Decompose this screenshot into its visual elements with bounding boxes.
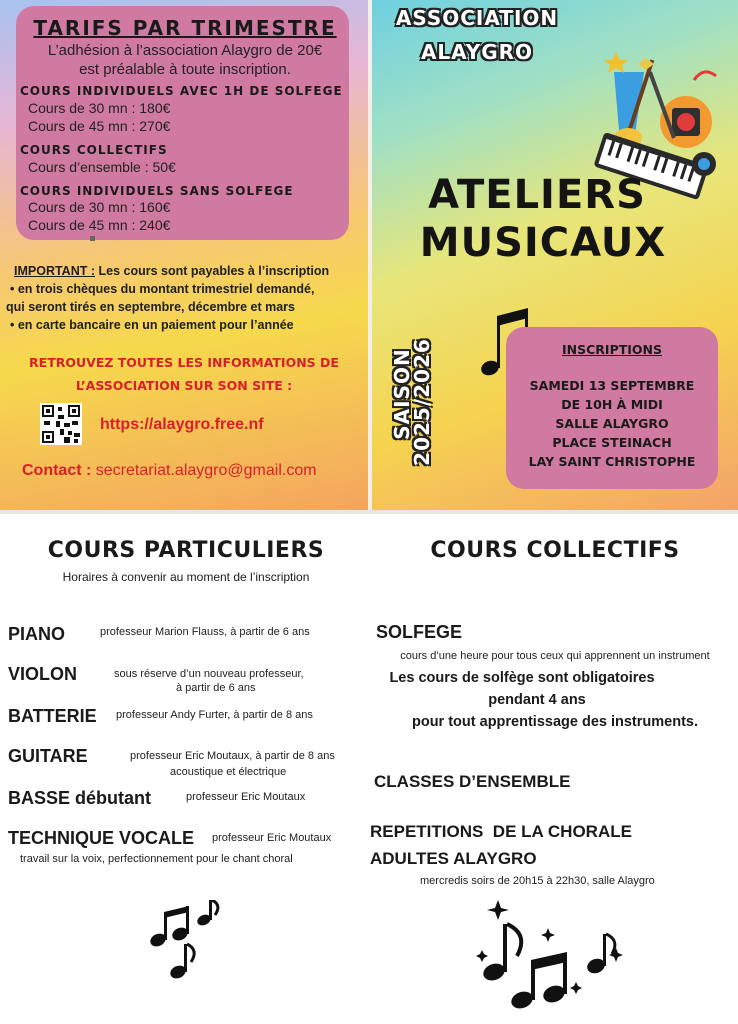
important-line bbox=[14, 264, 329, 278]
instrument-name: GUITARE bbox=[8, 746, 88, 766]
price-line: Cours de 45 mn : 270€ bbox=[28, 118, 171, 134]
important-bullet2: • en carte bancaire en un paiement pour l’année bbox=[10, 318, 294, 332]
chorale-title-line1: REPETITIONS DE LA CHORALE bbox=[370, 822, 632, 841]
contact-line bbox=[22, 462, 317, 480]
solfege-description: cours d’une heure pour tous ceux qui apprennent un instrument bbox=[400, 650, 710, 662]
important-label: IMPORTANT : bbox=[14, 264, 96, 278]
instrument-teacher-detail: travail sur la voix, perfectionnement pour le chant choral bbox=[20, 853, 293, 865]
chorale-title-line2: ADULTES ALAYGRO bbox=[370, 849, 537, 868]
page-divider bbox=[0, 510, 738, 514]
qr-code-icon bbox=[40, 403, 82, 445]
collectifs-title: COURS COLLECTIFS bbox=[430, 538, 680, 563]
price-line: Cours d’ensemble : 50€ bbox=[28, 159, 176, 175]
instrument-teacher: professeur Eric Moutaux, à partir de 8 ans bbox=[130, 750, 335, 762]
inscriptions-line: SAMEDI 13 SEPTEMBRE bbox=[529, 378, 695, 393]
tarifs-title: TARIFS PAR TRIMESTRE bbox=[33, 16, 337, 40]
inscriptions-line: DE 10H À MIDI bbox=[561, 397, 663, 412]
retrouvez-line2: L’ASSOCIATION SUR SON SITE : bbox=[75, 378, 293, 393]
instrument-name: PIANO bbox=[8, 624, 66, 644]
retrouvez-line1: RETROUVEZ TOUTES LES INFORMATIONS DE bbox=[29, 355, 339, 370]
category-title: COURS INDIVIDUELS AVEC 1H DE SOLFEGE bbox=[20, 84, 343, 98]
solfege-mandatory-line: pendant 4 ans bbox=[488, 692, 586, 708]
instrument-teacher-detail: à partir de 6 ans bbox=[176, 682, 256, 694]
instrument-name: VIOLON bbox=[8, 664, 78, 684]
instrument-teacher: professeur Andy Furter, à partir de 8 ans bbox=[116, 709, 313, 721]
price-line: Cours de 45 mn : 240€ bbox=[28, 217, 171, 233]
particuliers-title: COURS PARTICULIERS bbox=[47, 538, 325, 563]
instrument-name: BATTERIE bbox=[8, 706, 97, 726]
important-text: Les cours sont payables à l’inscription bbox=[95, 264, 330, 278]
tarifs-intro-line2: est préalable à toute inscription. bbox=[79, 61, 291, 78]
important-bullet1-line2: qui seront tirés en septembre, décembre et mars bbox=[6, 300, 295, 314]
music-notes-icon bbox=[476, 900, 626, 1012]
category-title: COURS INDIVIDUELS SANS SOLFEGE bbox=[20, 184, 294, 198]
association-line1: ASSOCIATION bbox=[395, 6, 559, 30]
instrument-teacher: professeur Eric Moutaux bbox=[186, 791, 306, 803]
music-notes-icon bbox=[148, 900, 220, 980]
instrument-teacher: professeur Marion Flauss, à partir de 6 ans bbox=[100, 626, 310, 638]
inscriptions-line: LAY SAINT CHRISTOPHE bbox=[528, 454, 696, 469]
category-title: COURS COLLECTIFS bbox=[20, 143, 168, 157]
small-dot bbox=[90, 236, 95, 241]
instrument-name: BASSE débutant bbox=[8, 788, 152, 808]
saison-label: SAISON bbox=[390, 348, 414, 440]
solfege-mandatory-line: Les cours de solfège sont obligatoires bbox=[389, 670, 655, 686]
instrument-name: TECHNIQUE VOCALE bbox=[8, 828, 195, 848]
instrument-teacher: sous réserve d’un nouveau professeur, bbox=[114, 668, 304, 680]
cover-panel bbox=[372, 0, 738, 510]
ateliers-title-line2: MUSICAUX bbox=[419, 220, 667, 266]
particuliers-subtitle: Horaires à convenir au moment de l’inscription bbox=[62, 570, 310, 584]
ensemble-title: CLASSES D’ENSEMBLE bbox=[374, 772, 571, 791]
tarifs-intro-line1: L’adhésion à l’association Alaygro de 20€ bbox=[47, 42, 323, 59]
website-link[interactable]: https://alaygro.free.nf bbox=[100, 416, 264, 433]
tarifs-panel bbox=[0, 0, 368, 510]
important-bullet1-line1: • en trois chèques du montant trimestriel demandé, bbox=[10, 282, 315, 296]
price-line: Cours de 30 mn : 180€ bbox=[28, 100, 171, 116]
instrument-teacher-detail: acoustique et électrique bbox=[170, 766, 287, 778]
chorale-description: mercredis soirs de 20h15 à 22h30, salle Alaygro bbox=[420, 875, 655, 887]
ateliers-title-line1: ATELIERS bbox=[428, 172, 646, 218]
inscriptions-line: PLACE STEINACH bbox=[552, 435, 672, 450]
solfege-title: SOLFEGE bbox=[376, 622, 463, 642]
saison-years: 2025/2026 bbox=[410, 338, 434, 466]
association-line2: ALAYGRO bbox=[420, 40, 534, 64]
contact-email[interactable]: secretariat.alaygro@gmail.com bbox=[91, 462, 317, 479]
inscriptions-title: INSCRIPTIONS bbox=[562, 342, 662, 357]
solfege-mandatory-line: pour tout apprentissage des instruments. bbox=[411, 714, 698, 730]
price-line: Cours de 30 mn : 160€ bbox=[28, 199, 171, 215]
contact-label: Contact : bbox=[22, 462, 92, 479]
inscriptions-line: SALLE ALAYGRO bbox=[555, 416, 669, 431]
instrument-teacher: professeur Eric Moutaux bbox=[212, 832, 332, 844]
